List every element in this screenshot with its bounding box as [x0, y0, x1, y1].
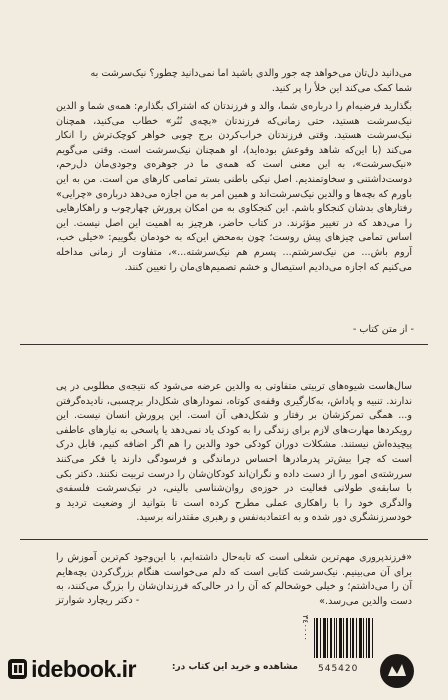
- excerpt-paragraph: [56, 100, 412, 275]
- intro-line-2: شما کمک می‌کند این خلأ را پر کنید.: [271, 82, 412, 94]
- divider-bottom: [20, 539, 428, 540]
- publisher-logo: [378, 652, 416, 690]
- intro-line-1: می‌دانید دل‌تان می‌خواهد چه جور والدی باشید اما نمی‌دانید چطور؟ نیک‌سرشت به: [90, 68, 412, 79]
- attribution-text: - دکتر ریچارد شوارتز: [56, 595, 140, 606]
- divider-top: [20, 344, 428, 345]
- site-logo-text: idebook.ir: [31, 655, 136, 682]
- intro-paragraph: [56, 67, 412, 96]
- source-note: [56, 323, 414, 338]
- excerpt-text: بگذارید فرضیه‌ام را درباره‌ی شما، والد و فرزندتان که اشتراک بگذارم: همه‌ی شما و الدین نیک‌سرشت هستید، حتی زمانی‌که فرزندتان «بچه‌ی نُنُر» خطاب می‌کنید، همچنان نیک‌سرشت هستید. وقتی فرزندتان خراب‌کردن برج چوبی خواهر کوچک‌ترش را انکار می‌کند (با این‌که شاهد وقوعش بوده‌اید)، او همچنان نیک‌سرشت است. وقتی می‌گویم «نیک‌سرشت»، به این معنی است که همه‌ی ما در جوهره‌ی وجودی‌مان دل‌رحم، دوست‌داشتنی و سخاوتمندیم. اصل نیکی باطنی بستر تمامی کارهای من است. من به این باورم که بچه‌ها و والدین نیک‌سرشت‌اند و همین امر به من اجازه می‌دهد درباره‌ی «چرایی» رفتارهای بدشان کنجکاو باشم. این کنجکاوی به من امکان پرورش چهارچوب و راهکارهایی را می‌دهد که در تغییر مؤثرند. در کتاب حاضر، هرچیز به اهمیت این اصل نیست. این اساس تمامی چیزهای پیش روست؛ چون به‌محض این‌که به خودمان بگوییم: «خیلی خب، آروم باش... من نیک‌سرشتم... پسرم هم نیک‌سرشته...»، متفاوت از زمانی مداخله می‌کنیم که اجازه می‌دادیم استیصال و خشم تصمیم‌های‌مان را تعیین کنند.: [56, 101, 412, 273]
- isbn-vertical: ٣٤٠٠٠٠: [301, 615, 310, 641]
- site-logo[interactable]: [8, 656, 136, 682]
- description-text: سال‌هاست شیوه‌های تربیتی متفاوتی به والدین عرضه می‌شود که نتیجه‌ی مطلوبی در پی ندارند. تنبیه و پاداش، به‌کارگیری وقفه‌ی کوتاه، نمودارهای شکل‌دار برچسبی، نادیده‌گرفتن و... همگی تمرکزشان بر رفتار و شکل‌دهی آن است. این پرورش انسان نیست. این رویکردها مهارت‌های لازم برای زندگی را به کودک یاد نمی‌دهد یا پاسخی به نیازهای عاطفی پیچیده‌اش نیستند. مشکلات دوران کودکی خود والدین را هم اگر اضافه کنیم، قابل درک است که چرا بیش‌تر پدرمادرها احساس درماندگی و فرسودگی دارند یا فکر می‌کنند سررشته‌ی امور را از دست داده و نگران‌اند کودکان‌شان را درست تربیت نکنند. دکتر بکی با سابقه‌ی طولانی فعالیت در حوزه‌ی روان‌شناسی بالینی، در نیک‌سرشت فلسفه‌ی والدگری خود را با راهکاری عملی مطرح کرده است تا بتوانید از وضعیت تردید و خودسرزنشگری دور شده و به اعتمادبه‌نفس و رهبری مقتدرانه برسید.: [56, 381, 412, 524]
- source-note-text: - از متن کتاب -: [352, 324, 414, 335]
- barcode-number: 545420: [318, 664, 359, 674]
- book-icon: [8, 659, 27, 679]
- promo-text: مشاهده و خرید این کتاب در:: [171, 662, 298, 672]
- quote-text: «فرزندپروری مهم‌ترین شغلی است که تابه‌حال داشته‌ایم، با این‌وجود کم‌ترین آموزش را برای آن می‌بینیم. نیک‌سرشت کتابی است که دلم می‌خواست هنگام بزرگ‌کردن بچه‌هایم آن را می‌داشتم؛ و خیلی خوشحالم که آن را در حالی‌که فرزندان‌شان را بزرگ می‌کنند، به دست والدین می‌رسد.»: [56, 552, 412, 607]
- description-paragraph: [56, 380, 412, 526]
